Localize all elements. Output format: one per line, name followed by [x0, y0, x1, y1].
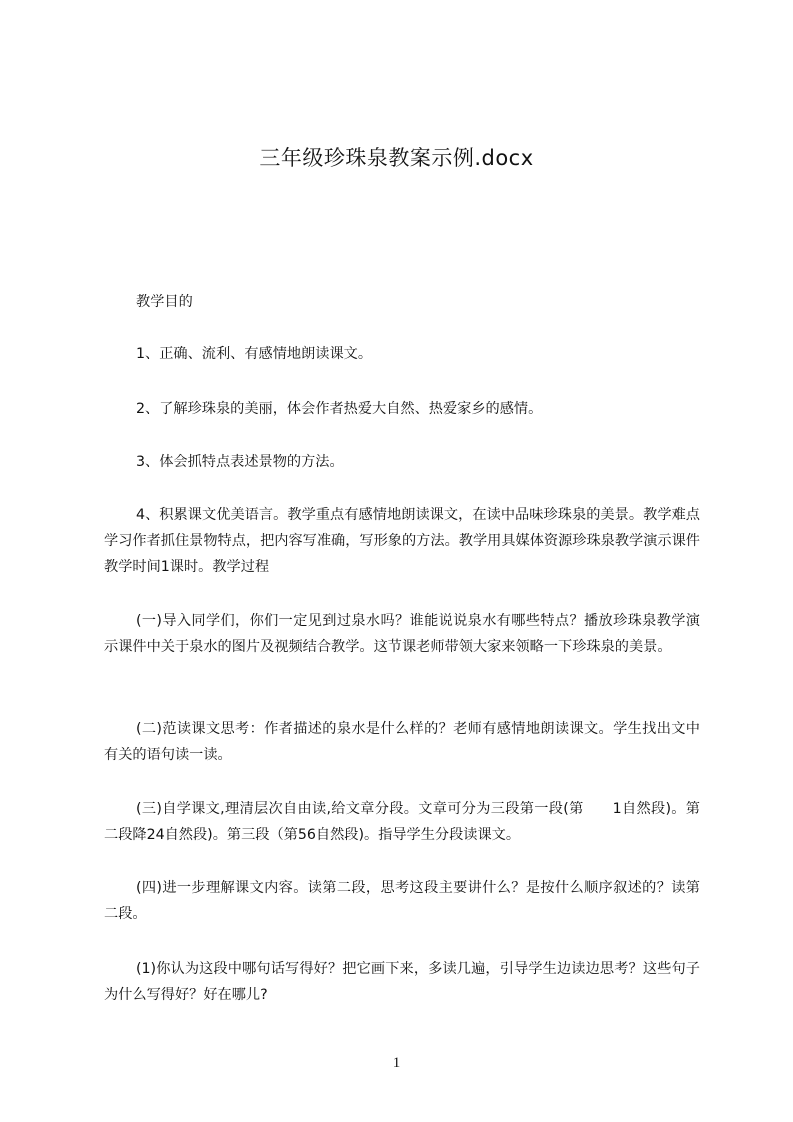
- paragraph-teaching-goals-heading: 教学目的: [136, 294, 193, 310]
- paragraph-section-3: (三)自学课文,理清层次自由读,给文章分段。文章可分为三段第一段(第 1自然段)。第二段降24自然段)。第三段（第56自然段)。指导学生分段读课文。: [104, 801, 700, 843]
- paragraph-section-2: (二)范读课文思考：作者描述的泉水是什么样的？老师有感情地朗读课文。学生找出文中有关的语句读一读。: [104, 721, 700, 763]
- paragraph-section-1: (一)导入同学们，你们一定见到过泉水吗？谁能说说泉水有哪些特点？播放珍珠泉教学演示课件中关于泉水的图片及视频结合教学。这节课老师带领大家来领略一下珍珠泉的美景。: [104, 613, 700, 655]
- document-title: 三年级珍珠泉教案示例.docx: [259, 146, 534, 170]
- paragraph-goal-1: 1、正确、流利、有感情地朗读课文。: [136, 346, 373, 362]
- paragraph-goal-4: 4、积累课文优美语言。教学重点有感情地朗读课文，在读中品味珍珠泉的美景。教学难点学习作者抓住景物特点，把内容写准确，写形象的方法。教学用具媒体资源珍珠泉教学演示课件教学时间1课时。教学过程: [104, 507, 700, 575]
- paragraph-question-1: (1)你认为这段中哪句话写得好？把它画下来，多读几遍，引导学生边读边思考？这些句子为什么写得好？好在哪儿?: [104, 961, 700, 1003]
- paragraph-goal-3: 3、体会抓特点表述景物的方法。: [136, 454, 344, 470]
- page-number: 1: [392, 1055, 401, 1071]
- paragraph-section-4: (四)进一步理解课文内容。读第二段，思考这段主要讲什么？是按什么顺序叙述的？读第二段。: [104, 880, 700, 922]
- paragraph-goal-2: 2、了解珍珠泉的美丽，体会作者热爱大自然、热爱家乡的感情。: [136, 401, 543, 417]
